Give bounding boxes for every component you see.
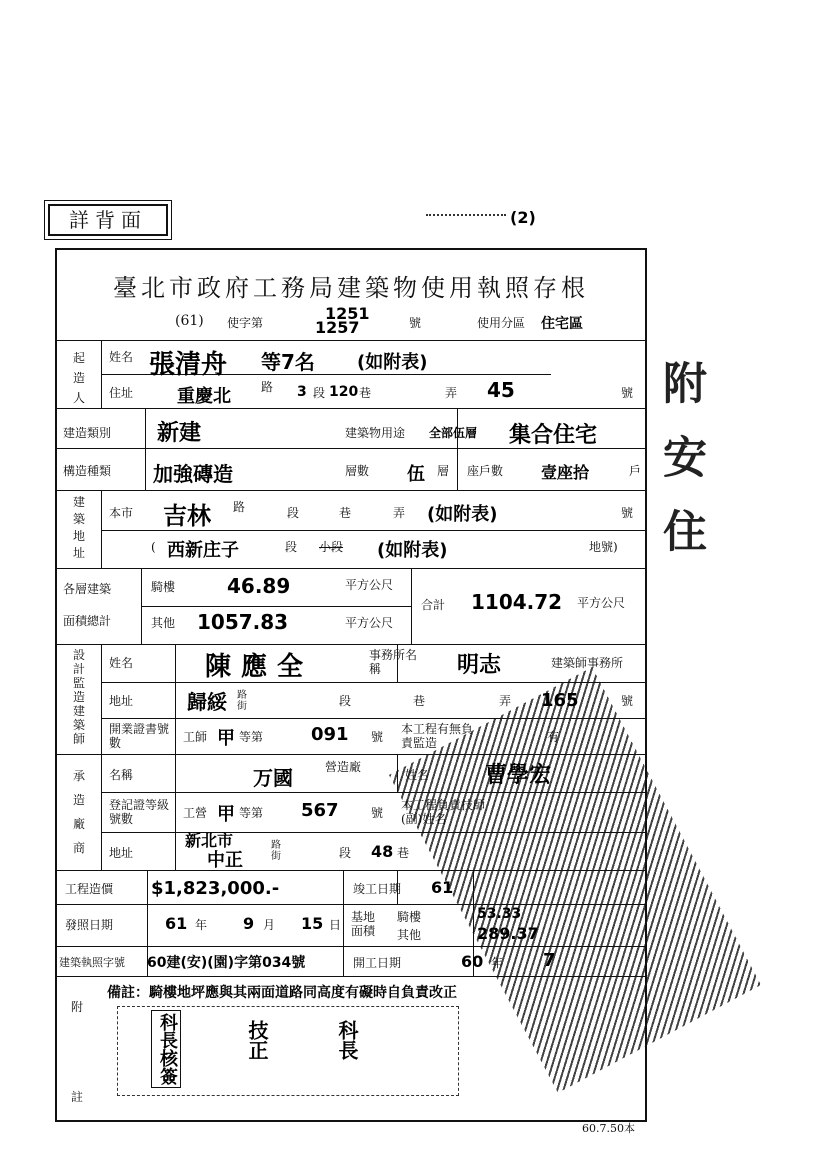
contractor-addr-note: 新北市 bbox=[185, 831, 234, 850]
zone-label: 使用分區 bbox=[477, 316, 526, 330]
site-side-label: 建築地址 bbox=[72, 495, 85, 560]
designer-addr-road: 路街 bbox=[237, 690, 247, 712]
site-lot-suffix: 地號) bbox=[589, 540, 618, 554]
start-month: 7 bbox=[543, 950, 556, 971]
land-arcade-label: 騎樓 bbox=[397, 910, 422, 924]
remarks-signature-box bbox=[117, 1006, 459, 1096]
owner-name-label: 姓名 bbox=[109, 350, 134, 364]
contractor-addr-label: 地址 bbox=[109, 846, 134, 860]
site-lot-note: (如附表) bbox=[377, 540, 448, 561]
remarks-stamp-3: 科長 bbox=[335, 1020, 359, 1060]
zone-value: 住宅區 bbox=[541, 316, 583, 332]
permit-value: 60建(安)(園)字第034號 bbox=[147, 955, 306, 971]
owner-name-extra: 等7名 bbox=[261, 350, 315, 374]
category-value: 新建 bbox=[157, 421, 202, 446]
page-title: 臺北市政府工務局建築物使用執照存根 bbox=[113, 274, 589, 302]
category-label: 建造類別 bbox=[63, 426, 112, 440]
owner-name-value: 張清舟 bbox=[149, 350, 228, 380]
owner-addr-lane: 120 bbox=[329, 384, 359, 400]
site-lot-crossed: 小段 bbox=[319, 540, 344, 554]
owner-addr-street: 重慶北 bbox=[177, 386, 231, 407]
contractor-reg-no: 567 bbox=[301, 800, 339, 821]
designer-name-label: 姓名 bbox=[109, 656, 134, 670]
designer-reg-no: 091 bbox=[311, 724, 349, 745]
owner-name-note: (如附表) bbox=[357, 352, 428, 373]
designer-reg-type: 工師 bbox=[183, 730, 208, 744]
corner-note: (2) bbox=[510, 208, 536, 227]
contractor-name-value: 万國 bbox=[253, 766, 293, 790]
designer-office-value: 明志 bbox=[457, 653, 502, 678]
issue-month: 9 bbox=[243, 914, 255, 933]
license-mid: 使字第 bbox=[227, 316, 264, 330]
contractor-person-value: 曹學宏 bbox=[485, 763, 552, 788]
contractor-lane-label: 巷 bbox=[397, 846, 410, 860]
designer-reg-mid: 等第 bbox=[239, 730, 264, 744]
arcade-value: 46.89 bbox=[227, 574, 291, 598]
issue-label: 發照日期 bbox=[65, 918, 114, 932]
units-value: 壹座拾 bbox=[541, 463, 590, 482]
owner-addr-lane-label: 巷 bbox=[359, 386, 372, 400]
contractor-reg-mid: 等第 bbox=[239, 806, 264, 820]
contractor-section-label: 段 bbox=[339, 846, 352, 860]
units-unit: 戶 bbox=[629, 464, 642, 478]
owner-addr-alley-label: 弄 bbox=[445, 386, 458, 400]
owner-addr-road: 路 bbox=[261, 380, 274, 394]
floors-label: 層數 bbox=[345, 464, 370, 478]
contractor-reg-no-label: 號 bbox=[371, 806, 384, 820]
cost-value: $1,823,000.- bbox=[151, 878, 280, 899]
total-value: 1104.72 bbox=[471, 590, 563, 614]
designer-section-label: 段 bbox=[339, 694, 352, 708]
license-prefix: (61) bbox=[175, 313, 204, 329]
designer-reg-no-label: 號 bbox=[371, 730, 384, 744]
license-number-bottom: 1257 bbox=[315, 318, 360, 337]
form-tag: 詳背面 bbox=[48, 204, 168, 236]
remarks-stamp-2: 技正 bbox=[245, 1020, 269, 1060]
land-arcade-value: 53.33 bbox=[477, 906, 522, 922]
site-city: 本市 bbox=[109, 506, 134, 520]
done-value: 61 bbox=[431, 878, 454, 897]
scan-edge-text: 附安住 bbox=[655, 360, 706, 582]
designer-office-label: 事務所名稱 bbox=[369, 648, 418, 676]
site-road-value: 吉林 bbox=[163, 502, 211, 530]
designer-reg-label: 開業證書號數 bbox=[109, 722, 170, 750]
arcade-label: 騎樓 bbox=[151, 580, 176, 594]
site-lot-label: 段 bbox=[285, 540, 298, 554]
land-other-value: 289.37 bbox=[477, 924, 539, 943]
issue-day: 15 bbox=[301, 914, 324, 933]
remarks-stamp-1: 科長核簽 bbox=[151, 1010, 181, 1088]
license-suffix: 號 bbox=[409, 316, 422, 330]
remarks-text: 備註：騎樓地坪應與其兩面道路同高度有礙時自負責改正 bbox=[107, 985, 457, 1001]
contractor-addr-value: 中正 bbox=[207, 850, 243, 871]
designer-addr-value: 歸綏 bbox=[187, 690, 227, 714]
contractor-name-label: 名稱 bbox=[109, 768, 134, 782]
contractor-addr-road: 路街 bbox=[271, 840, 281, 862]
use-label: 建築物用途 bbox=[345, 426, 406, 440]
owner-addr-section-label: 段 bbox=[313, 386, 326, 400]
issue-year: 61 bbox=[165, 914, 188, 933]
site-lane-label: 巷 bbox=[339, 506, 352, 520]
site-lot-prefix: ( bbox=[151, 540, 156, 554]
owner-addr-no-label: 號 bbox=[621, 386, 634, 400]
designer-reg-grade: 甲 bbox=[217, 728, 235, 749]
use-value: 集合住宅 bbox=[509, 423, 598, 448]
contractor-reg-label: 登記證等級號數 bbox=[109, 798, 170, 826]
site-lot-value: 西新庄子 bbox=[167, 540, 239, 561]
total-label: 合計 bbox=[421, 598, 446, 612]
corner-scribble bbox=[426, 206, 506, 216]
issue-day-label: 日 bbox=[329, 918, 342, 932]
use-note: 全部伍層 bbox=[429, 426, 478, 440]
start-year-label: 年 bbox=[491, 956, 504, 970]
designer-alley-label: 弄 bbox=[499, 694, 512, 708]
designer-addr-no: 165 bbox=[541, 690, 579, 711]
site-road-label: 路 bbox=[233, 500, 246, 514]
issue-year-label: 年 bbox=[195, 918, 208, 932]
start-label: 開工日期 bbox=[353, 956, 402, 970]
cost-label: 工程造價 bbox=[65, 882, 114, 896]
land-other-label: 其他 bbox=[397, 928, 422, 942]
designer-addr-label: 地址 bbox=[109, 694, 134, 708]
contractor-lane-value: 48 bbox=[371, 842, 394, 861]
other-value: 1057.83 bbox=[197, 610, 289, 634]
floors-unit: 層 bbox=[437, 464, 450, 478]
site-no-label: 號 bbox=[621, 506, 634, 520]
contractor-tech-label: 本工程負責技師(副)姓名 bbox=[401, 798, 486, 826]
contractor-name-type: 營造廠 bbox=[325, 760, 362, 774]
floors-value: 伍 bbox=[407, 464, 425, 485]
license-number-top: 1251 bbox=[325, 304, 370, 323]
structure-value: 加強磚造 bbox=[153, 462, 233, 486]
permit-label: 建築執照字號 bbox=[59, 956, 125, 969]
designer-supervise-label: 本工程有無負責監造 bbox=[401, 722, 474, 750]
start-year: 60 bbox=[461, 952, 484, 971]
designer-name-value: 陳應全 bbox=[205, 652, 314, 682]
site-section-label: 段 bbox=[287, 506, 300, 520]
owner-side-label: 起造人 bbox=[72, 351, 85, 405]
contractor-reg-grade: 甲 bbox=[217, 804, 235, 825]
structure-label: 構造種類 bbox=[63, 464, 112, 478]
remarks-side-top: 附 bbox=[71, 1000, 84, 1014]
area-label-bottom: 面積總計 bbox=[63, 614, 112, 628]
arcade-unit: 平方公尺 bbox=[345, 578, 394, 592]
contractor-side-label: 承造廠商 bbox=[72, 769, 85, 855]
designer-no-label: 號 bbox=[621, 694, 634, 708]
designer-office-suffix: 建築師事務所 bbox=[551, 656, 624, 670]
done-label: 竣工日期 bbox=[353, 882, 402, 896]
land-label: 基地面積 bbox=[351, 910, 376, 938]
designer-side-label: 設計監造建築師 bbox=[72, 648, 85, 746]
other-unit: 平方公尺 bbox=[345, 616, 394, 630]
designer-lane-label: 巷 bbox=[413, 694, 426, 708]
contractor-reg-type: 工營 bbox=[183, 806, 208, 820]
footer-print-run: 60.7.50本 bbox=[582, 1122, 635, 1135]
units-label: 座戶數 bbox=[467, 464, 504, 478]
remarks-side-bottom: 註 bbox=[71, 1090, 84, 1104]
contractor-person-label: 姓名 bbox=[405, 768, 430, 782]
total-unit: 平方公尺 bbox=[577, 596, 626, 610]
owner-addr-label: 住址 bbox=[109, 386, 134, 400]
site-alley-label: 弄 bbox=[393, 506, 406, 520]
site-note: (如附表) bbox=[427, 504, 498, 525]
license-form bbox=[55, 248, 647, 1122]
issue-month-label: 月 bbox=[263, 918, 276, 932]
area-label-top: 各層建築 bbox=[63, 582, 112, 596]
designer-supervise-value: 有 bbox=[547, 730, 560, 744]
owner-addr-no: 45 bbox=[487, 378, 515, 402]
owner-addr-section: 3 bbox=[297, 384, 307, 400]
other-label: 其他 bbox=[151, 616, 176, 630]
